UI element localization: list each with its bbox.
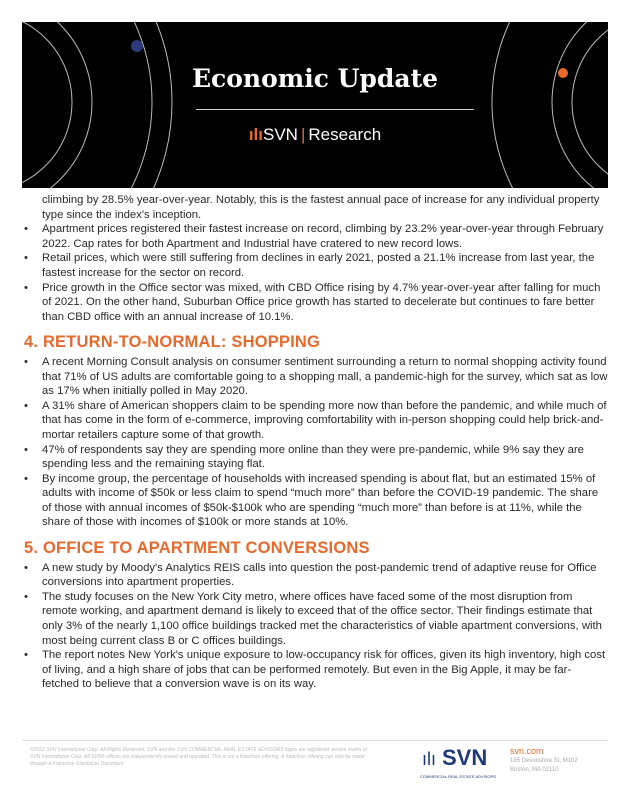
- header-banner: [22, 22, 608, 188]
- logo-section: Research: [308, 125, 382, 144]
- footer: [22, 740, 608, 779]
- bar-chart-logo-icon: ılı: [248, 125, 263, 144]
- list-item: • Apartment prices registered their fastest increase on record, climbing by 23.2% year-over-year through February 2022. Cap rates for both Apartment and Industrial have cratered to new record lows.: [24, 222, 608, 251]
- svn-logo: [420, 745, 497, 785]
- address-line: 185 Devonshire St, M102: [510, 758, 578, 764]
- conversions-list: [24, 561, 608, 692]
- list-item: • A 31% share of American shoppers claim to be spending more now than before the pandemic, and while much of that has come in the form of e-commerce, improving comfortability with in-person shopping could help brick-and-mortar retailers capture some of that growth.: [24, 399, 608, 443]
- section-heading: 5. OFFICE TO APARTMENT CONVERSIONS: [24, 539, 370, 558]
- bar-chart-logo-icon: ılı: [422, 749, 437, 769]
- shopping-list: [24, 355, 608, 530]
- section-heading: 4. RETURN-TO-NORMAL: SHOPPING: [24, 333, 321, 352]
- website-link[interactable]: svn.com: [510, 746, 544, 756]
- list-item: • The report notes New York's unique exposure to low-occupancy risk for offices, given its high inventory, high cost of living, and a high share of jobs that can be performed remotely. But even in the Big Apple, it may be far-fetched to believe that a conversion wave is on its way.: [24, 648, 608, 692]
- contact-info: [510, 745, 578, 775]
- list-item: • Retail prices, which were still suffering from declines in early 2021, posted a 21.1% increase from last year, the fastest increase for the sector on record.: [24, 251, 608, 280]
- legal-disclaimer: ©2022 SVN International Corp. All Rights Reserved. SVN and the SVN COMMERCIAL REAL ESTATE ADVISORS logos are registered service marks of SVN International Corp. All SVN® offices are independently owned and operated. This is not a franchise offering. A franchise offering can only be made through a Franchise Disclosure Document.: [30, 747, 367, 767]
- page-title: Economic Update: [191, 64, 439, 93]
- article-body: [24, 193, 608, 692]
- address-line: Boston, MA 02110: [510, 767, 559, 773]
- orbit-decoration: [22, 22, 608, 188]
- intro-list: [24, 193, 608, 324]
- list-item: • A recent Morning Consult analysis on consumer sentiment surrounding a return to normal shopping activity found that 71% of US adults are comfortable going to a shopping mall, a pandemic-high for the survey, which sat as low as 17% when initially polled in May 2020.: [24, 355, 608, 399]
- list-item: • The study focuses on the New York City metro, where offices have faced some of the most disruption from remote working, and apartment demand is likely to exceed that of the office sector. Their findings estimate that only 3% of the nearly 1,100 office buildings tracked met the characteristics of viable apartment conversions, with most being current class B or C offices buildings.: [24, 590, 608, 648]
- blue-orbit-dot: [131, 40, 143, 52]
- logo-word: SVN: [442, 745, 488, 770]
- logo-brand: SVN: [263, 125, 298, 144]
- list-item: climbing by 28.5% year-over-year. Notably, this is the fastest annual pace of increase for any individual property type since the index's inception.: [42, 194, 600, 221]
- svn-research-logo: ılıSVN | Research: [248, 125, 382, 144]
- title-divider: [196, 109, 474, 110]
- logo-tagline: COMMERCIAL REAL ESTATE ADVISORS: [420, 774, 497, 779]
- list-item: • 47% of respondents say they are spending more online than they were pre-pandemic, while 9% say they are spending less and the remaining staying flat.: [24, 443, 608, 472]
- list-item: • Price growth in the Office sector was mixed, with CBD Office rising by 4.7% year-over-year after falling for much of 2021. On the other hand, Suburban Office price growth has started to decelerate but continues to fare better than CBD office with an annual increase of 10.1%.: [24, 281, 608, 325]
- list-item: • By income group, the percentage of households with increased spending is about flat, but an estimated 15% of adults with income of $50k or less claim to spend “much more” than before the COVID-19 pandemic. The share of those with annual incomes of $50k-$100k who are spending “much more” than before is at 11%, while the share of those with incomes of $100k or more stands at 10%.: [24, 472, 608, 530]
- list-item: • A new study by Moody's Analytics REIS calls into question the post-pandemic trend of adaptive reuse for Office conversions into apartment properties.: [24, 561, 608, 590]
